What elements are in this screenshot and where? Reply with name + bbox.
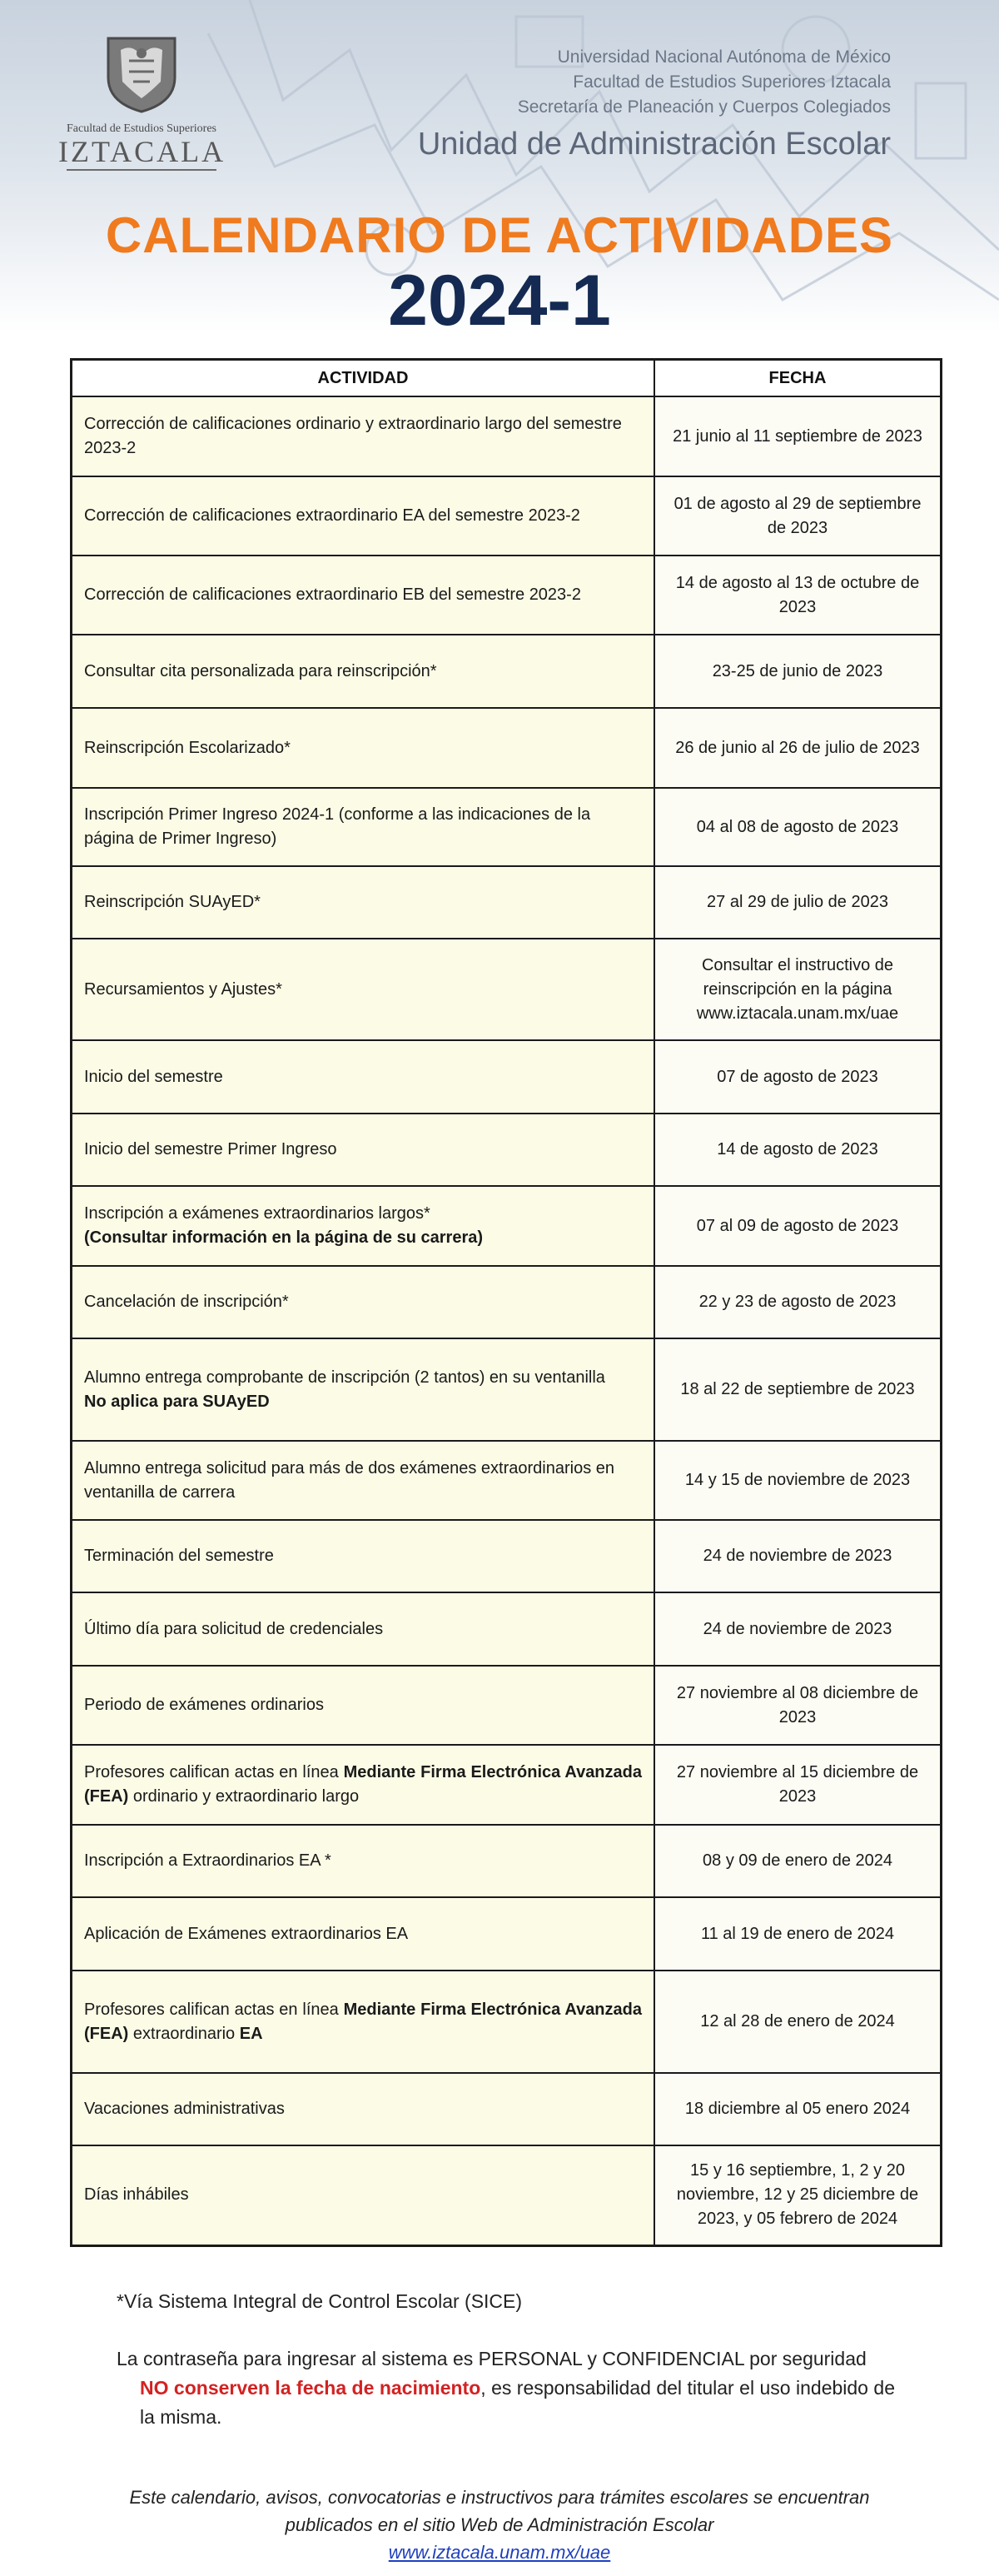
date-cell: 14 de agosto de 2023 — [654, 1114, 942, 1186]
password-text: , es responsabilidad del titular el uso indebido de la misma. — [140, 2377, 895, 2428]
date-cell: 18 al 22 de septiembre de 2023 — [654, 1338, 942, 1441]
activity-cell: Inicio del semestre — [72, 1040, 655, 1114]
table-row — [72, 1441, 942, 1520]
activity-cell: Inscripción Primer Ingreso 2024-1 (conforme a las indicaciones de la página de Primer Ingreso) — [72, 788, 655, 866]
table-row — [72, 2145, 942, 2245]
institution-block — [518, 45, 891, 120]
publication-notice — [125, 2484, 874, 2566]
table-row — [72, 708, 942, 788]
table-row — [72, 476, 942, 556]
table-row — [72, 556, 942, 635]
date-cell: 07 al 09 de agosto de 2023 — [654, 1186, 942, 1266]
iztacala-logo — [58, 32, 225, 173]
activity-cell — [72, 1971, 655, 2073]
password-warning: NO conserven la fecha de nacimiento — [140, 2377, 481, 2399]
date-cell: 27 noviembre al 08 diciembre de 2023 — [654, 1666, 942, 1745]
publication-text: Este calendario, avisos, convocatorias e instructivos para trámites escolares se encuentran publicados en el sitio Web de Administración Escolar — [129, 2487, 870, 2535]
semester-title: 2024-1 — [388, 261, 611, 341]
activity-cell: Cancelación de inscripción* — [72, 1266, 655, 1338]
date-cell: 08 y 09 de enero de 2024 — [654, 1825, 942, 1897]
unam-shield-icon — [96, 32, 187, 115]
activity-text: Profesores califican actas en línea — [84, 1763, 339, 1781]
activity-cell: Alumno entrega solicitud para más de dos exámenes extraordinarios en ventanilla de carrera — [72, 1441, 655, 1520]
table-row — [72, 788, 942, 866]
activity-cell: Días inhábiles — [72, 2145, 655, 2245]
date-cell: 14 de agosto al 13 de octubre de 2023 — [654, 556, 942, 635]
institution-line: Secretaría de Planeación y Cuerpos Colegiados — [517, 97, 891, 117]
activity-text: Profesores califican actas en línea — [84, 2000, 339, 2019]
table-row — [72, 1338, 942, 1441]
date-cell: 18 diciembre al 05 enero 2024 — [654, 2073, 942, 2145]
institution-line: Universidad Nacional Autónoma de México — [557, 47, 891, 67]
table-row — [72, 1897, 942, 1971]
activity-cell: Corrección de calificaciones ordinario y extraordinario largo del semestre 2023-2 — [72, 396, 655, 476]
date-cell: 15 y 16 septiembre, 1, 2 y 20 noviembre, 12 y 25 diciembre de 2023, y 05 febrero de 2024 — [654, 2145, 942, 2245]
activity-text: Inscripción a exámenes extraordinarios largos* — [84, 1204, 430, 1223]
table-row — [72, 396, 942, 476]
sice-note: *Vía Sistema Integral de Control Escolar (SICE) — [117, 2290, 523, 2312]
activity-text: Alumno entrega comprobante de inscripción (2 tantos) en su ventanilla — [84, 1368, 605, 1387]
table-row — [72, 1592, 942, 1666]
activity-cell: Inscripción a Extraordinarios EA * — [72, 1825, 655, 1897]
date-cell: 12 al 28 de enero de 2024 — [654, 1971, 942, 2073]
table-row — [72, 1971, 942, 2073]
activity-cell: Consultar cita personalizada para reinscripción* — [72, 635, 655, 708]
activity-cell: Corrección de calificaciones extraordinario EA del semestre 2023-2 — [72, 476, 655, 556]
date-cell: 07 de agosto de 2023 — [654, 1040, 942, 1114]
activity-cell: Periodo de exámenes ordinarios — [72, 1666, 655, 1745]
date-cell: 23-25 de junio de 2023 — [654, 635, 942, 708]
table-row — [72, 1186, 942, 1266]
table-row — [72, 1666, 942, 1745]
date-cell: 01 de agosto al 29 de septiembre de 2023 — [654, 476, 942, 556]
table-row — [72, 1520, 942, 1592]
activity-cell — [72, 1745, 655, 1825]
password-continuation — [117, 2374, 895, 2432]
table-row — [72, 1266, 942, 1338]
date-cell: 24 de noviembre de 2023 — [654, 1592, 942, 1666]
activity-emphasis: Mediante Firma Electrónica Avanzada (FEA) — [84, 1763, 642, 1806]
date-cell: 04 al 08 de agosto de 2023 — [654, 788, 942, 866]
unit-name: Unidad de Administración Escolar — [417, 127, 891, 162]
activity-cell: Recursamientos y Ajustes* — [72, 939, 655, 1040]
table-row — [72, 939, 942, 1040]
activity-cell: Corrección de calificaciones extraordinario EB del semestre 2023-2 — [72, 556, 655, 635]
date-cell: 26 de junio al 26 de julio de 2023 — [654, 708, 942, 788]
page-title: CALENDARIO DE ACTIVIDADES — [105, 207, 894, 263]
table-row — [72, 1825, 942, 1897]
column-header-activity: ACTIVIDAD — [72, 360, 655, 397]
date-cell: 24 de noviembre de 2023 — [654, 1520, 942, 1592]
date-cell: 14 y 15 de noviembre de 2023 — [654, 1441, 942, 1520]
activities-table — [70, 358, 942, 2247]
activity-cell: Vacaciones administrativas — [72, 2073, 655, 2145]
activity-note: (Consultar información en la página de su carrera) — [84, 1228, 484, 1247]
logo-wordmark: IZTACALA — [58, 135, 226, 168]
password-notice — [117, 2344, 895, 2432]
table-row — [72, 635, 942, 708]
activity-cell: Inicio del semestre Primer Ingreso — [72, 1114, 655, 1186]
logo-underline — [67, 169, 216, 171]
activity-cell — [72, 1186, 655, 1266]
activity-cell: Aplicación de Exámenes extraordinarios EA — [72, 1897, 655, 1971]
table-header-row — [72, 360, 942, 397]
activity-emphasis: EA — [239, 2024, 263, 2043]
table-row — [72, 1040, 942, 1114]
date-cell: 11 al 19 de enero de 2024 — [654, 1897, 942, 1971]
activity-note: No aplica para SUAyED — [84, 1392, 270, 1411]
column-header-date: FECHA — [654, 360, 942, 397]
date-cell: 27 al 29 de julio de 2023 — [654, 866, 942, 939]
date-cell: 22 y 23 de agosto de 2023 — [654, 1266, 942, 1338]
activity-text: ordinario y extraordinario largo — [132, 1787, 360, 1806]
table-row — [72, 1114, 942, 1186]
date-cell: Consultar el instructivo de reinscripción en la página www.iztacala.unam.mx/uae — [654, 939, 942, 1040]
activity-text: extraordinario — [132, 2024, 236, 2043]
activity-cell: Reinscripción Escolarizado* — [72, 708, 655, 788]
uae-website-link[interactable]: www.iztacala.unam.mx/uae — [388, 2542, 611, 2563]
password-text: La contraseña para ingresar al sistema es PERSONAL y CONFIDENCIAL por seguridad — [117, 2348, 867, 2369]
activity-cell: Último día para solicitud de credenciales — [72, 1592, 655, 1666]
activity-emphasis: Mediante Firma Electrónica Avanzada (FEA) — [84, 2000, 642, 2043]
activity-cell: Terminación del semestre — [72, 1520, 655, 1592]
date-cell: 27 noviembre al 15 diciembre de 2023 — [654, 1745, 942, 1825]
table-row — [72, 1745, 942, 1825]
logo-subtitle: Facultad de Estudios Superiores — [66, 122, 217, 135]
table-row — [72, 2073, 942, 2145]
date-cell: 21 junio al 11 septiembre de 2023 — [654, 396, 942, 476]
institution-line: Facultad de Estudios Superiores Iztacala — [573, 72, 891, 92]
activity-cell — [72, 1338, 655, 1441]
table-row — [72, 866, 942, 939]
activity-cell: Reinscripción SUAyED* — [72, 866, 655, 939]
